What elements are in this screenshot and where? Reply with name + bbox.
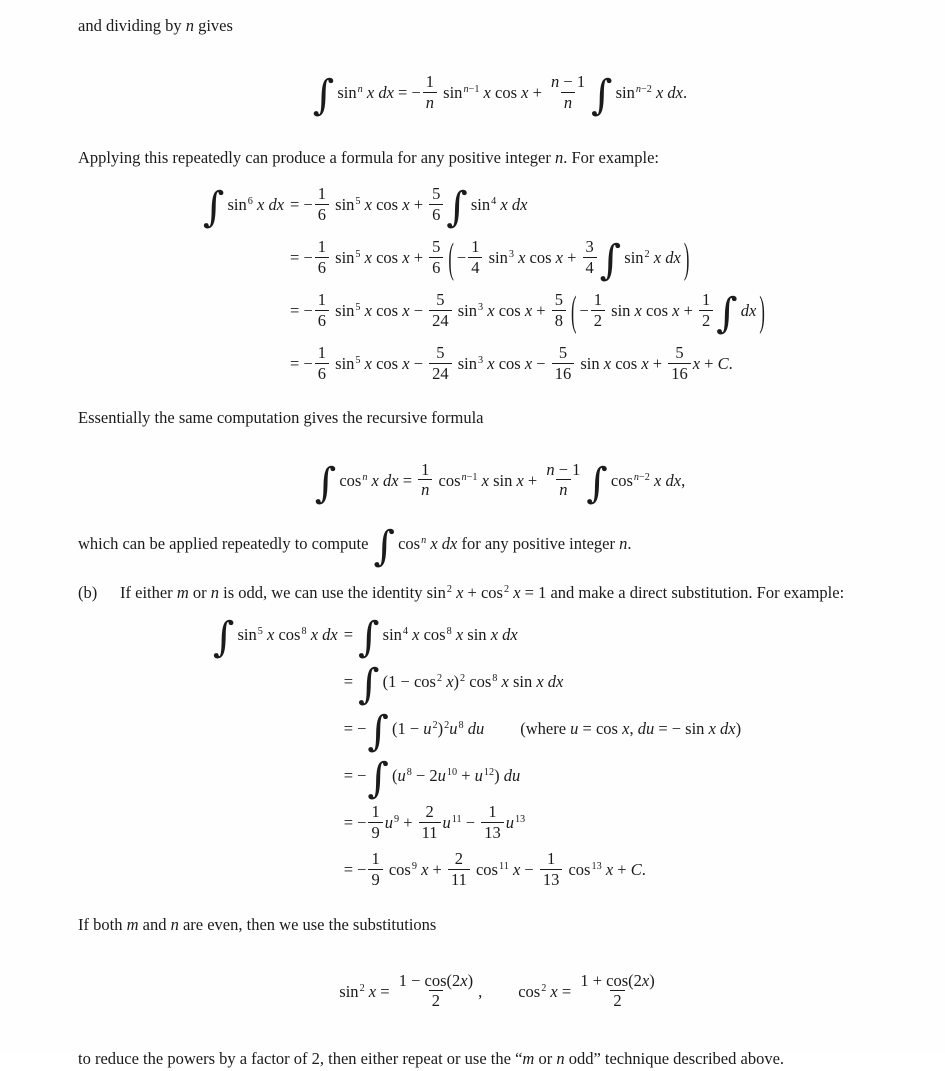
fraction: $\frac{5}{16}$	[552, 343, 575, 383]
fraction: $\frac{1}{6}$	[315, 184, 329, 224]
display-equation-sin-reduction: ∫ $\sin^n x$ dx = − $\frac{1}{n}$ $\sin^{n-1} x$ cos x + $\frac{n - 1}{n}$ ∫ $\sin^{n-2} x$ dx.	[312, 71, 688, 120]
fraction: $\frac{1 + \cos(2x)}{2}$	[580, 970, 655, 1011]
fraction: $\frac{1}{9}$	[368, 802, 382, 842]
superscript: 3	[478, 355, 484, 367]
fraction: $\frac{1}{6}$	[315, 343, 329, 383]
equation-lhs: ∫ $\sin^6 x$ dx	[203, 183, 285, 232]
fraction: $\frac{5}{6}$	[429, 184, 443, 224]
superscript: 9	[393, 814, 400, 826]
superscript: 2	[541, 983, 547, 995]
superscript: 4	[402, 626, 409, 638]
equation-line: = − $\frac{1}{9}$ $\cos^9 x$ + $\frac{2}{11}$ $\cos^{11} x$ − $\frac{1}{13}$ $\cos^{13} x + C$.	[343, 849, 646, 889]
superscript: 9	[411, 861, 417, 873]
superscript: 3	[508, 249, 514, 261]
fraction: $\frac{2}{11}$	[419, 802, 441, 842]
equation-line: = −∫ $(u^8 - 2u^{10} + u^{12})$ du	[343, 754, 521, 802]
derivation-sin5cos8	[212, 611, 921, 893]
superscript: 2	[503, 584, 510, 596]
superscript: n	[362, 472, 368, 484]
superscript: 13	[514, 814, 526, 826]
fraction: $\frac{1}{2}$	[591, 290, 605, 330]
equation-line: = −∫ $(1 - u^2)^2u^8$ du (where u = cos x, du = − sin x dx)	[343, 707, 742, 755]
equation-lhs-empty	[202, 231, 290, 284]
equation-lhs-empty	[212, 846, 344, 893]
paragraph-which-can: which can be applied repeatedly to compute ∫ $\cos^n x$ dx for any positive integer n.	[78, 521, 632, 570]
superscript: 6	[247, 196, 253, 208]
superscript: 2	[460, 673, 466, 685]
equation-line: = − $\frac{1}{9}$ $u^9$ + $\frac{2}{11}$ $u^{11}$ − $\frac{1}{13}$ $u^{13}$	[343, 802, 526, 842]
superscript: 3	[478, 302, 484, 314]
fraction: $\frac{1}{2}$	[699, 290, 713, 330]
equation-lhs-empty	[212, 752, 344, 799]
superscript: 8	[301, 626, 307, 638]
fraction: $\frac{5}{6}$	[429, 237, 443, 277]
item-label: (b)	[78, 582, 98, 602]
fraction: $\frac{5}{16}$	[668, 343, 691, 383]
equation-lhs-empty	[212, 799, 344, 846]
superscript: 11	[498, 861, 509, 873]
equation-lhs-empty	[202, 284, 290, 337]
fraction: $\frac{1}{6}$	[315, 237, 329, 277]
superscript: 2	[436, 673, 443, 685]
superscript: n−1	[461, 472, 478, 484]
fraction: $\frac{n - 1}{n}$	[546, 460, 581, 500]
superscript: 5	[257, 626, 263, 638]
superscript: 5	[355, 249, 361, 261]
superscript: 8	[406, 767, 412, 779]
fraction: $\frac{1}{n}$	[423, 72, 437, 112]
superscript: 8	[458, 720, 464, 732]
paragraph-essentially: Essentially the same computation gives the recursive formula	[78, 407, 484, 427]
superscript: 2	[432, 720, 438, 732]
fraction: $\frac{2}{11}$	[448, 849, 470, 889]
equation-line: = − $\frac{1}{6}$ $\sin^5 x$ cos x − $\frac{5}{24}$ $\sin^3 x$ cos x − $\frac{5}{16}$ sin x cos x + $\frac{5}{16}$ x + C.	[290, 343, 733, 383]
fraction: $\frac{1}{4}$	[468, 237, 482, 277]
fraction: $\frac{n - 1}{n}$	[551, 72, 586, 112]
fraction: $\frac{3}{4}$	[583, 237, 597, 277]
superscript: 5	[355, 302, 361, 314]
equation-lhs-empty	[212, 705, 344, 752]
superscript: 10	[446, 767, 458, 779]
fraction: $\frac{1 - \cos(2x)}{2}$	[398, 970, 474, 1011]
fraction: $\frac{5}{8}$	[552, 290, 566, 330]
display-equation-half-angle: $\sin^2 x$ = $\frac{1 - \cos(2x)}{2}$ , $\cos^2 x$ = $\frac{1 + \cos(2x)}{2}$	[78, 963, 921, 1021]
superscript: 12	[483, 767, 495, 779]
superscript: 11	[451, 814, 462, 826]
fraction: $\frac{1}{9}$	[368, 849, 382, 889]
superscript: 2	[444, 720, 450, 732]
fraction: $\frac{1}{6}$	[315, 290, 329, 330]
superscript: 2	[446, 584, 452, 596]
equation-line: = − $\frac{1}{6}$ $\sin^5 x$ cos x + $\frac{5}{6}$ ∫ $\sin^4 x$ dx	[290, 183, 528, 232]
paragraph-dividing: and dividing by n gives	[78, 16, 233, 35]
superscript: n−2	[633, 472, 650, 484]
equation-lhs-empty	[202, 337, 290, 390]
superscript: n	[421, 535, 427, 547]
superscript: 2	[644, 249, 650, 261]
superscript: n	[357, 84, 363, 96]
superscript: n−1	[463, 84, 480, 96]
superscript: 8	[446, 626, 452, 638]
superscript: 4	[491, 196, 497, 208]
item-b	[78, 581, 921, 605]
equation-lhs: ∫ $\sin^5 x$ $\cos^8 x$ dx	[213, 613, 338, 661]
superscript: 2	[359, 983, 365, 995]
display-equation-cos-reduction: ∫ $\cos^n x$ dx = $\frac{1}{n}$ $\cos^{n-1} x$ sin x + $\frac{n - 1}{n}$ ∫ $\cos^{n-2} x$ dx,	[314, 458, 686, 507]
paragraph-applying: Applying this repeatedly can produce a formula for any positive integer n. For example:	[78, 147, 660, 167]
equation-line: = ∫ $(1 - \cos^2 x)^2$ $\cos^8 x$ sin x dx	[343, 660, 564, 708]
equation-line: = − $\frac{1}{6}$ $\sin^5 x$ cos x − $\frac{5}{24}$ $\sin^3 x$ cos x + $\frac{5}{8}$ ( − $\frac{1}{2}$ sin x cos x + $\frac{1}{2}$ ∫ dx )	[290, 286, 765, 338]
fraction: $\frac{1}{n}$	[418, 460, 432, 500]
fraction: $\frac{5}{24}$	[429, 343, 452, 383]
superscript: 5	[355, 355, 361, 367]
fraction: $\frac{5}{24}$	[429, 290, 452, 330]
superscript: 5	[355, 196, 361, 208]
paragraph-if-either-odd: If either m or n is odd, we can use the identity $\sin^2 x + \cos^2 x = 1$ and make a direct substitution. For example:	[120, 582, 845, 602]
fraction: $\frac{1}{13}$	[481, 802, 504, 842]
paragraph-to-reduce: to reduce the powers by a factor of 2, then either repeat or use the “m or n odd” technique described above.	[78, 1048, 785, 1068]
superscript: 13	[591, 861, 602, 873]
equation-lhs-empty	[212, 658, 344, 705]
paragraph-if-both-even: If both m and n are even, then we use the substitutions	[78, 914, 437, 934]
equation-line: = ∫ $\sin^4 x$ $\cos^8 x$ sin x dx	[343, 613, 518, 661]
superscript: 8	[492, 673, 498, 685]
equation-line: = − $\frac{1}{6}$ $\sin^5 x$ cos x + $\frac{5}{6}$ ( − $\frac{1}{4}$ $\sin^3 x$ cos x + $\frac{3}{4}$ ∫ $\sin^2 x$ dx )	[290, 233, 690, 285]
fraction: $\frac{1}{13}$	[540, 849, 563, 889]
derivation-sin6	[202, 178, 921, 390]
superscript: n−2	[635, 84, 652, 96]
